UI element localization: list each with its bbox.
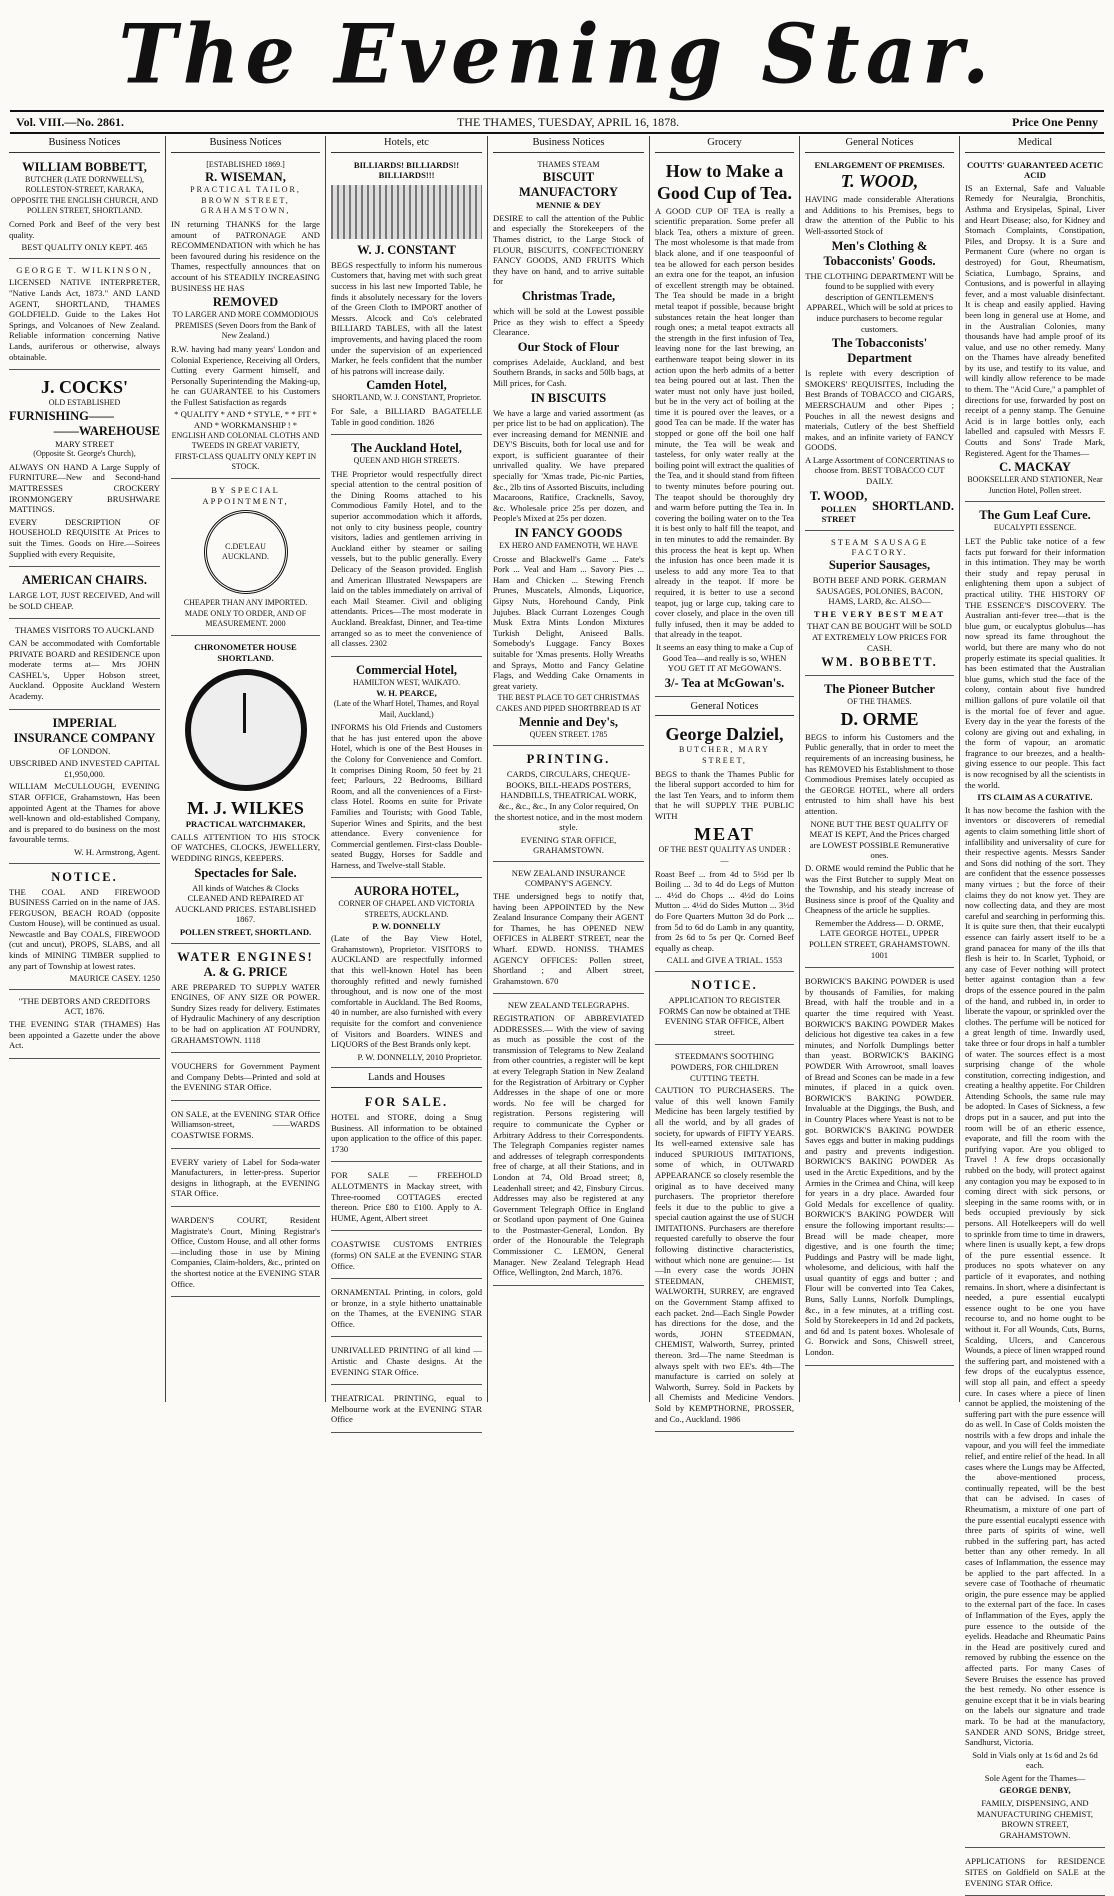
ad-coastwise — [331, 1234, 482, 1279]
ad-meat: MEAT — [694, 824, 755, 845]
ad-body: ORNAMENTAL Printing, in colors, gold or bronze, in a style hitherto unattainable on the Thames, at the EVENING STAR Office. — [331, 1287, 482, 1329]
ad-body: BORWICK'S BAKING POWDER is used by thousands of Families, for making Bread, with half the trouble and in a quarter the time required with Yeast. BORWICK'S BAKING POWDER Makes delicious hot digestive tea cakes in a few minutes, and Norfolk Dumplings better than yeast. BORWICK'S BAKING POWDER With Arrowroot, small loaves of Bread and Scones can be made in a few minutes, if placed in a quick oven. BORWICK'S BAKING POWDER. Invaluable at the Diggings, the Bush, and in Country Places where Yeast is not to be got. BORWICK'S BAKING POWDER Saves eggs and butter in making puddings and pastry and prevents indigestion. BORWICK'S BAKING POWDER As used in the Arctic Expeditions, and by the Armies in the Crimea and China, will keep for years in a dry place. Awarded four Gold Medals for excellence of quality. BORWICK'S BAKING POWDER Will ensure the following important results:—Bread will be made cheaper, more digestive, and is one fourth the time; Puddings and Pastry will be made light, wholesome, and delicious, with half the usual quantity of eggs and butter ; and Flour will be converted into Tea Cakes, Buns, Sally Lunns, Norfolk Dumplings, &c., in a few minutes, at a trifling cost. Sold by Storekeepers in 1d and 2d packets, and 6d and 1s patent boxes. Wholesale of G. Borwick and Sons, Chiswell street, London. — [805, 976, 954, 1358]
ad-steedman — [655, 1048, 794, 1432]
ad-billiards — [331, 157, 482, 436]
ad-wardens — [171, 1210, 320, 1297]
ad-body: LARGE LOT, JUST RECEIVED, And will be SOLD CHEAP. — [9, 590, 160, 611]
ad-body: FOR SALE — FREEHOLD ALLOTMENTS in Mackay street, with Three-roomed COTTAGES erected thereon. Price £80 to £100. Apply to A. HUME, Agent, Albert street — [331, 1170, 482, 1223]
ad-body: BEGS to thank the Thames Public for the liberal support accorded to him for the last Ten Years, and to inform them that he will SUPPLY THE PUBLIC WITH — [655, 768, 794, 821]
ad-title: Commercial Hotel, — [355, 662, 458, 677]
ad-title: COUTTS' GUARANTEED ACETIC ACID — [966, 159, 1104, 181]
ad-mennie-dey — [493, 157, 644, 747]
ad-body: COASTWISE CUSTOMS ENTRIES (forms) ON SALE at the EVENING STAR Office. — [331, 1239, 482, 1271]
ad-town: SHORTLAND. — [872, 499, 954, 514]
column-head: Hotels, etc — [331, 136, 482, 153]
place-date: THE THAMES, TUESDAY, APRIL 16, 1878. — [456, 114, 680, 129]
ad-sub: A. & G. PRICE — [203, 964, 288, 979]
ad-title: NEW ZEALAND INSURANCE COMPANY'S AGENCY. — [511, 867, 626, 889]
ad-bobbett-sausage — [805, 534, 954, 676]
column-1 — [4, 136, 166, 1402]
ad-xmas: Christmas Trade, — [521, 288, 616, 303]
ad-body: A GOOD CUP OF TEA is really a scientific preparation. Some prefer all black Tea, others a mixture of green. The most wholesome is that made from black alone, and if one teaspoonful of tea be allowed for each person besides an extra one for the teapot, an infusion of excellent strength may be obtained. The Tea should be made in a bright metal teapot if possible, because bright substances retain the heat longer than rough ones; a metal teapot extracts all the strength in the first infusion of Tea, leaving none for the last brewing, an earthenware teapot being slower in its action upon the herb admits of a better tea being poured out at last. Then the water must not only have just boiled, but be in the very act of boiling at the time it is poured over the leaves, or a good Tea can be made. If the water has stopped or gone off the boil one half minute, the Tea will be weak and tasteless, for only water really at the boiling point will extract the qualities of the Tea, and it should stand from fifteen to twenty minutes before pouring out. The teapot should be thoroughly dry and warm before putting the Tea in. In covering the boiling water on to the Tea it is best only to half fill the teapot, and in ten minutes to add the remainder. By this process the heat is kept up. When the infusion has once been made it is useless to add any more Tea to that already in the teapot. If more be required, it is better to use a second teapot, jug or large cup, taking care to cover closely, and place in the oven till fully infused, then it may be added to that already in the teapot. — [655, 205, 794, 640]
ad-sign: P. W. DONNELLY, 2010 Proprietor. — [357, 1051, 482, 1062]
column-6 — [800, 136, 960, 1402]
ad-aurora-hotel — [331, 881, 482, 1068]
ad-foot: MADE ONLY TO ORDER, AND OF MEASUREMENT. 2000 — [184, 608, 307, 629]
newspaper-title: The Evening Star. — [118, 6, 996, 102]
ad-foot: For Sale, a BILLIARD BAGATELLE Table in good condition. 1826 — [331, 405, 482, 427]
ad-name: P. W. DONNELLY — [372, 920, 441, 931]
ad-thames-visitors — [9, 622, 160, 709]
masthead — [0, 0, 1114, 108]
ad-established: [ESTABLISHED 1869.] — [206, 159, 285, 169]
ad-nz-insurance — [493, 865, 644, 995]
ad-name: D. ORME — [840, 708, 919, 729]
ad-foot: BEST QUALITY ONLY KEPT. 465 — [21, 242, 148, 253]
column-head: Grocery — [655, 136, 794, 153]
ad-price-water-engines — [171, 947, 320, 1054]
ad-orme — [805, 679, 954, 968]
ad-sub: OF THE THAMES. — [847, 697, 912, 707]
column-head: Business Notices — [171, 136, 320, 153]
ad-body: D. ORME would remind the Public that he was the First Butcher to supply Meat on the Township, and his steady increase of Business since is proof of the Quality and Cheapness of the article he supplies. — [805, 862, 954, 916]
ad-title: NOTICE. — [691, 978, 758, 992]
ad-best: THE BEST PLACE TO GET CHRISTMAS CAKES AND PIPED SHORTBREAD IS AT — [496, 693, 641, 713]
clock-icon — [185, 669, 307, 791]
ad-name: C. MACKAY — [999, 460, 1071, 475]
ad-coutts — [965, 157, 1105, 503]
ad-body: THE Proprietor would respectfully direct special attention to the central position of the Dining Rooms attached to his Commodious Family Hotel, and to the superior accommodation which it affords, not only to city business people, country visitors, ladies and gentlemen arriving in Auckland either by steamer or sailing vessels, but to the public generally. Every Delicacy of the Season provided. English and American Illustrated Newspapers are laid on the tables immediately on arrival of each Mail Steamer. Civil and obliging attendants. Prices—The most moderate in Auckland. Breakfast, Dinner, and Tea-time arranged so as to meet the convenience of all classes. 2302 — [331, 468, 482, 649]
ad-body: APPLICATIONS for RESIDENCE SITES on Goldfield on SALE at the EVENING STAR Office. — [965, 1856, 1105, 1888]
ad-body: LICENSED NATIVE INTERPRETER, "Native Lands Act, 1873." AND LAND AGENT, SHORTLAND, THAMES GOLDFIELD. Guide to the Lakes Hot Springs, and Volcanoes of New Zealand. Reliable information concerning Native Lands, auriferous or otherwise, always obtainable. — [9, 277, 160, 362]
ad-queen: QUEEN STREET. 1785 — [529, 729, 608, 739]
ad-heading: ——WAREHOUSE — [53, 423, 160, 438]
ad-agent: Sole Agent for the Thames— — [984, 1772, 1086, 1783]
ad-title: R. WISEMAN, — [205, 170, 286, 185]
ad-title: "THE DEBTORS AND CREDITORS ACT, 1876. — [18, 995, 151, 1017]
ad-place: OF LONDON. — [58, 745, 111, 756]
ad-bobbett — [9, 157, 160, 259]
volume-number: Vol. VIII.—No. 2861. — [16, 114, 125, 129]
ad-title: BISCUIT MANUFACTORY — [518, 170, 619, 200]
ad-applications — [965, 1851, 1105, 1896]
column-5 — [650, 136, 800, 1424]
ad-street: POLLEN STREET — [820, 503, 857, 525]
ad-body: CARDS, CIRCULARS, CHEQUE-BOOKS, BILL-HEADS POSTERS, HANDBILLS, THEATRICAL WORK, &c., &c., &c., In any Color required, On the shortest notice, and in the most modern style. — [494, 769, 643, 833]
ad-sub: BUTCHER, MARY STREET, — [679, 745, 770, 765]
ad-name-sub: BOOKSELLER AND STATIONER, Near Junction Hotel, Pollen street. — [967, 475, 1103, 495]
ad-sign: MAURICE CASEY. 1250 — [69, 973, 160, 984]
ad-title: IMPERIAL — [52, 715, 117, 730]
ad-body: DESIRE to call the attention of the Public and especially the Storekeepers of the Thames district, to the Large Stock of FLOUR, BISCUITS, CONFECTIONERY FANCY GOODS, AND FRUITS Which they have on hand, and to arrive suitable for — [493, 212, 644, 287]
ad-sub: Superior Sausages, — [828, 558, 931, 573]
column-3 — [326, 136, 488, 1425]
ad-price: 3/- Tea at McGowan's. — [664, 675, 785, 690]
ad-t-wood — [805, 157, 954, 531]
ad-sub: OLD ESTABLISHED — [48, 398, 121, 408]
ad-street: MARY STREET — [55, 438, 114, 449]
ad-call: CALL and GIVE A TRIAL. 1553 — [666, 955, 783, 966]
ad-meat-list: Roast Beef ... from 4d to 5½d per lb Boiling ... 3d to 4d do Legs of Mutton ... 4½d do Chops ... 4½d do Loins Mutton ... 4½d do Sides Mutton ... 3½d do Fore Quarters Mutton 3d do Pork ... from 5d to 6d do Lamb in any quantity, from 2s 6d to 5s per Qr. Corned Beef equally as cheap. — [655, 868, 794, 953]
ad-name-sub: (Late of the Wharf Hotel, Thames, and Royal Mail, Auckland,) — [333, 698, 480, 719]
ad-body: UNRIVALLED PRINTING of all kind —Artistic and Chaste designs. At the EVENING STAR Office. — [331, 1345, 482, 1377]
column-head: General Notices — [805, 136, 954, 153]
ad-camden-sub: SHORTLAND, W. J. CONSTANT, Proprietor. — [331, 393, 482, 403]
ad-flour: Our Stock of Flour — [517, 339, 620, 354]
ad-body: comprises Adelaide, Auckland, and best Southern Brands, in sacks and 50lb bags, at Mill prices, for Cash. — [493, 356, 644, 388]
ad-sign: W. H. Armstrong, Agent. — [74, 846, 160, 857]
ad-unrivalled — [331, 1340, 482, 1385]
ad-title: The Gum Leaf Cure. — [979, 508, 1091, 523]
ad-body: It has now become the fashion with the inventors or discoverers of remedial agents to claim something little short of infallibility and universality of cure for their respective agents. Messrs Sander and Sons did nothing of the sort. They are confident that the essence possesses many virtues ; but the force of their claims they do not know yet. They are now collecting data, and they are most careful and searching in performing this. It is quite sure then, that their eucalypti essence can fairly assert itself to be a grand panacea for many of the ills that flesh is heir to. In Scarlet, Typhoid, or any case of Fever nothing will protect better against contagion than a few drops of the essence poured in the palm of the hand, and rubbed in, in order to liberate the vapour, or sprinkled over the clothes. The perfume will be noticed for a great length of time. Inwardly used, take three or four drops in half a tumbler of water. The sources effect is a most surprising change of the whole constitution, correcting indigestion, and creating a healthy appetite. For Children Attending Schools, the same rule may be adopted. In Cases of Sickness, a few drops put in a saucer, and put into the room will be of an etheric essence, evaporate, and fill the room with the purifying vapor. Are you obliged to Travel ! A few drops occasionally rubbed on the body, will protect against any contagion you may be exposed to in coming direct with sick persons, or sleeping in the same rooms with, or in beds occupied previously by sick persons. All Hotelkeepers will do well to sprinkle from time to time in drawers, where linen is usually kept, a few drops of the pure essential essence. It produces no spots whatever on any particle of it evaporates, and nothing remains. In short, where a disinfectant is needed, a pure essential eucalypti essence ought to be one you have recourse to, and no home ought to be without it. For all Wounds, Cuts, Burns, Scalding, Ulcers, and Cancerous Wounds, a piece of linen wrapped round the suffering part, and moistened with a few drops of the eucalyptus essence, will stop all pain, and effect a speedy cure. In cases where a piece of linen cannot be applied, the moistening of the suffering part with the pure essence will do as well. In Case of Colds moisten the nostrils with a few drops and inhale the vapour, and you will feel the immediate relief, and entire relief of the head. In all cases where the Lungs may be Affected, the above-mentioned process, continually repeated, will be the best that can be advised. In cases of Rheumatism, a mixture of one part of the pure essential eucalypti essence with three parts of spirits of wine, well rubbed in the suffering part, has acted better than any other remedy. In all cases of Inflammation, the essence may be applied to the part affected. In a severe case of Toothache of rheumatic origin, the pure essence may be applied to the external part of the face. In cases of Inflammation of the Eyes, apply the pure essence to the outside of the eyelids. Headache and Rheumatic Pains in the Head are positively cured and removed by rubbing the essence on the affected parts. For many Cases of Severe Bruises the essence has proved the best remedy. No other essence is genuine except that it be in vials bearing on the labels our signature and trade mark. To be had at the manufactory, SANDER AND SONS, Bridge street, Sandhurst, Victoria. — [965, 804, 1105, 1748]
ad-borwick — [805, 971, 954, 1365]
ad-quality: * QUALITY * AND * STYLE, * * FIT * AND * WORKMANSHIP ! * — [174, 409, 317, 431]
ad-body: R.W. having had many years' London and Colonial Experience, Receiving all Orders, Cutting every Garment himself, and Personally Superintending the Making-up, he can GUARANTEE to his Customers the Fullest Satisfaction as regards — [171, 343, 320, 407]
ad-sub: W. J. CONSTANT — [357, 242, 456, 257]
section-head: Lands and Houses — [331, 1071, 482, 1088]
ad-title: AMERICAN CHAIRS. — [21, 573, 147, 588]
ad-title: The Auckland Hotel, — [351, 441, 462, 456]
ad-foot: EVERY DESCRIPTION OF HOUSEHOLD REQUISITE At Prices to suit the Times. Goods on Hire.—Soirees Supplied with every Requisite, — [9, 516, 160, 559]
ad-sold: Sold in Vials only at 1s 6d and 2s 6d each. — [972, 1749, 1098, 1771]
ad-sub: MENNIE & DEY — [536, 200, 601, 211]
ad-body: IN returning THANKS for the large amount of PATRONAGE AND RECOMMENDATION with which he has been favoured during his residence on the Thames, respectfully announces that on account of his STEADILY INCREASING BUSINESS HE HAS — [171, 218, 320, 293]
ad-name-sub: FAMILY, DISPENSING, AND MANUFACTURING CHEMIST, BROWN STREET, GRAHAMSTOWN. — [976, 1798, 1094, 1840]
dateline — [10, 110, 1104, 134]
ad-title: The Pioneer Butcher — [824, 682, 935, 697]
ad-debtors — [9, 993, 160, 1059]
ad-chrono: CHRONOMETER HOUSE SHORTLAND. — [194, 642, 297, 663]
ad-sub: CORNER OF CHAPEL AND VICTORIA STREETS, AUCKLAND. — [338, 899, 475, 920]
ad-sign: WM. BOBBETT. — [821, 655, 938, 670]
ad-sub: QUEEN AND HIGH STREETS. — [353, 456, 460, 466]
column-7 — [960, 136, 1110, 1888]
ad-body: Is replete with every description of SMOKERS' REQUISITES, Including the Best Brands of TOBACCO and CIGARS, MEERSCHAUM and other Pipes ; Pouches in all the newest designs and materials, Cutlery of the best Sheffield makes, and an infinite variety of FANCY GOODS. — [805, 368, 954, 453]
price: Price One Penny — [1012, 114, 1098, 129]
ad-body: EVERY variety of Label for Soda-water Manufacturers, in letter-press. Superior designs in lithograph, at the EVENING STAR Office. — [171, 1156, 320, 1199]
ad-wilkinson — [9, 262, 160, 370]
ad-body: CAN be accommodated with Comfortable PRIVATE BOARD and RESIDENCE upon moderate terms at— Mrs JOHN CASHEL's, Upper Hobson street, Auckland. Opposite Auckland Western Academy. — [9, 638, 160, 701]
ad-body: WARDEN'S COURT, Resident Magistrate's Court, Mining Registrar's Office, Custom House, and all other forms—including those in use by Mining Companies, Claim-holders, &c., printed on the shortest notice at the EVENING STAR Office. — [171, 1215, 320, 1289]
ad-title: M. J. WILKES — [187, 798, 304, 819]
ad-title: AURORA HOTEL, — [354, 884, 459, 899]
ad-american-chairs — [9, 570, 160, 619]
ad-notice-coal — [9, 867, 160, 990]
ad-title: PRINTING. — [526, 752, 611, 767]
ad-removed-sub: TO LARGER AND MORE COMMODIOUS PREMISES (Seven Doors from the Bank of New Zealand.) — [172, 310, 319, 341]
ad-printing — [493, 749, 644, 862]
ad-side-text: CHEAPER THAN ANY IMPORTED. — [183, 598, 308, 608]
ad-body: A Large Assortment of CONCERTINAS to choose from. BEST TOBACCO CUT DAILY. — [805, 454, 954, 487]
ad-body: THE EVENING STAR (THAMES) Has been appointed a Gazette under the above Act. — [9, 1019, 160, 1051]
ad-body: HOTEL and STORE, doing a Snug Business. All information to be obtained upon application to the office of this paper. 1730 — [331, 1111, 482, 1154]
ad-auckland-hotel — [331, 438, 482, 657]
ad-firstclass: FIRST-CLASS QUALITY ONLY KEPT IN STOCK. — [174, 451, 317, 472]
column-head: Business Notices — [9, 136, 160, 153]
ad-camden: Camden Hotel, — [366, 378, 447, 393]
ad-title: WILLIAM BOBBETT, — [22, 159, 147, 174]
ad-body: LET the Public take notice of a few facts put forward for their information in this intimation. They may be worth their study and repay perusal in enlightening them upon a subject of practical utility. THE HISTORY OF THE ESSENCE'S DISCOVERY. The Australian anti-fever tree—that is the blue gum, or eucalyptus globulus—has now spread its fame throughout the world, but there are many who do not properly estimate its special qualities. It has been estimated that the Australian blue gums, which stud the face of the colony, contain about five hundred million gallons of pure volatile oil that is the mortal foe of fever and ague. Every day in the year the forests of the colony are giving out and exhaling, in the form of vapour, an aromatic fragrance to our breezes, and a health-giving essence to our people. This fact is now recognised by all the scientists in the world. — [965, 536, 1105, 790]
ad-notice-forms — [655, 975, 794, 1045]
ad-body: which will be sold at the Lowest possible Price as they wish to effect a Speedy Clearance. — [493, 305, 644, 338]
ad-tea — [655, 157, 794, 697]
ad-body: Corned Pork and Beef of the very best quality. — [9, 218, 160, 240]
ad-tobacco: The Tobacconists' Department — [831, 336, 928, 366]
ad-sub: HAMILTON WEST, WAIKATO. — [353, 677, 460, 687]
ad-sub: PRACTICAL WATCHMAKER, — [185, 819, 306, 830]
ad-title: T. WOOD, — [840, 171, 919, 192]
column-head: Business Notices — [493, 136, 644, 153]
ad-address: Remember the Address— D. ORME, LATE GEORGE HOTEL, UPPER POLLEN STREET, GRAHAMSTOWN. 1001 — [809, 917, 950, 960]
ad-ornamental — [331, 1282, 482, 1337]
ad-body: We have a large and varied assortment (as per price list to be had on application). The ever increasing demand for MENNIE and DEY'S Biscuits, both for local use and for export, is sufficient guarantee of their unrivalled quality. We have prepared specially for 'Xmas trade, Pic-nic Parties, &c., 2lb tins of Assorted Biscuits, including Macaroons, Ratifice, Cracknells, Savoy, &c. Wholesale price 25s per dozen, and People's Mixed at 25s per dozen. — [493, 407, 644, 524]
ad-claim: ITS CLAIM AS A CURATIVE. — [977, 792, 1093, 803]
ad-vouchers — [171, 1056, 320, 1101]
ad-nz-telegraphs — [493, 997, 644, 1285]
ad-title: BILLIARDS! BILLIARDS!! BILLIARDS!!! — [353, 159, 460, 181]
ad-body: WILLIAM McCULLOUGH, EVENING STAR OFFICE, Grahamstown, Has been appointed Agent at the Thames for above well-known and old-established Company, and is prepared to do business on the most favourable terms. — [9, 781, 160, 845]
ad-theatrical — [331, 1388, 482, 1433]
ad-mens: Men's Clothing & Tobacconists' Goods. — [823, 238, 936, 268]
ad-biscuits: IN BISCUITS — [530, 390, 607, 405]
ad-sub: BUTCHER (LATE DORNWELL'S), ROLLESTON-STREET, KARAKA, OPPOSITE THE ENGLISH CHURCH, AND POLLEN STREET, SHORTLAND. — [10, 174, 159, 216]
billiard-table-illustration — [331, 185, 482, 239]
columns — [4, 136, 1110, 1888]
ad-body: ALWAYS ON HAND A Large Supply of FURNITURE—New and Second-hand MATTRESSES CROCKERY IRONMONGERY BRUSHWARE MATTINGS. — [9, 461, 160, 515]
ad-labels — [171, 1152, 320, 1207]
ad-gum-leaf — [965, 505, 1105, 1848]
ad-body: IS an External, Safe and Valuable Remedy for Neuralgia, Bronchitis, Asthma and Erysipelas, Spinal, Liver and Heart Disease; also, for Kidney and Stomach Complaints, Constipation, Piles, and Dropsy. It is a Sure and Permanent Cure (where no organ is destroyed) for Gout, Rheumatism, Sciatica, Lumbago, Sprains, and Contusions, and is powerful in allaying fever, and a most valuable disinfectant. It is cheap and easily applied. Having been long in general use at Home, and in the Australian Colonies, many thousands have had ample proof of its value, and use no other remedy. Many on the Thames have already benefited by its use, and testify to its value, and will kindly allow reference to be made to them. The "Acid Cure," a pamphlet of directions for use, forwarded by post on receipt of a penny stamp. The Genuine Acid is in large bottles only, each labelled and capsuled with Messrs F. Coutts and Sons' Trade Mark, Registered. Agent for the Thames— — [965, 182, 1105, 458]
ad-title: STEEDMAN'S SOOTHING POWDERS, FOR CHILDREN CUTTING TEETH. — [670, 1051, 779, 1083]
ad-title: BY SPECIAL APPOINTMENT, — [202, 485, 289, 506]
ad-heading: FURNISHING—— — [9, 408, 114, 423]
ad-freehold — [331, 1165, 482, 1231]
seal-stamp: C.DE'LEAU AUCKLAND. — [204, 510, 288, 594]
ad-spectacles: Spectacles for Sale. — [194, 865, 297, 880]
ad-sub: INSURANCE COMPANY — [13, 730, 156, 745]
ad-name: GEORGE DENBY, — [999, 1785, 1071, 1796]
ad-body: NONE BUT THE BEST QUALITY OF MEAT IS KEPT, And the Prices charged are LOWEST POSSIBLE Remunerative ones. — [809, 818, 950, 861]
ad-fancy: IN FANCY GOODS — [514, 526, 623, 541]
ad-wiseman — [171, 157, 320, 479]
ad-title: THAMES VISITORS TO AUCKLAND — [14, 625, 155, 636]
ad-opposite: (Opposite St. George's Church), — [33, 449, 136, 459]
ad-for-sale — [331, 1092, 482, 1162]
ad-mennie2: Mennie and Dey's, — [519, 714, 618, 729]
ad-title: J. COCKS' — [40, 377, 128, 398]
ad-body: BEGS to inform his Customers and the Public generally, that in order to meet the requirements of an increasing business, he has REMOVED his Establishment to those Commodious Premises lately occupied as the GEORGE HOTEL, where all orders entrusted to him shall have his best attention. — [805, 731, 954, 816]
ad-title: How to Make a Good Cup of Tea. — [656, 160, 793, 203]
ad-title: NOTICE. — [51, 869, 118, 884]
ad-body: All kinds of Watches & Clocks CLEANED AND REPAIRED AT AUCKLAND PRICES. ESTABLISHED 1867. — [175, 882, 316, 925]
ad-foot: It seems an easy thing to make a Cup of Good Tea—and really is so, WHEN YOU GET IT AT McGOWAN'S. — [655, 641, 794, 674]
ad-wilkes — [171, 639, 320, 944]
column-head: Medical — [965, 136, 1105, 153]
ad-pre: ENLARGEMENT OF PREMISES. — [814, 159, 945, 170]
ad-deleau — [171, 482, 320, 636]
ad-cloths: ENGLISH AND COLONIAL CLOTHS AND TWEEDS IN GREAT VARIETY, — [171, 430, 320, 451]
ad-body: VOUCHERS for Government Payment and Company Debts—Printed and sold at the EVENING STAR Office. — [171, 1061, 320, 1093]
ad-best-meat: THE VERY BEST MEAT — [813, 608, 946, 619]
ad-body: UBSCRIBED AND INVESTED CAPITAL £1,950,000. — [9, 758, 160, 779]
ad-office: EVENING STAR OFFICE, GRAHAMSTOWN. — [520, 834, 617, 856]
ad-pre: THAMES STEAM — [537, 159, 600, 169]
ad-removed: REMOVED — [212, 295, 279, 310]
ad-title: STEAM SAUSAGE FACTORY. — [831, 536, 928, 558]
ad-body: INFORMS his Old Friends and Customers that he has just entered upon the above Hotel, which is one of the Best Houses in the Colony for Convenience and Comfort. It comprises Dining Room, 50 feet by 21 feet; Parlours, 22 Bedrooms, Billiard Room, and all the conveniences of a First-class Hotel. Rooms en suite for Private Families and Tourists; with Good Table, Superior Wines and Spirits, and the best attendance. Every convenience for Commercial gentlemen. First-class Double-seated Buggy, Horses for Saddle and Harness, and Twelve-stall Stable. — [331, 722, 482, 870]
ad-fancy-sub: EX HERO AND FAMENOTH, WE HAVE — [499, 541, 638, 551]
ad-body: ON SALE, at the EVENING STAR Office Williamson-street, ——WARDS COASTWISE FORMS. — [171, 1108, 320, 1141]
ad-address-left — [805, 489, 872, 525]
ad-body: THAT CAN BE BOUGHT Will be SOLD AT EXTREMELY LOW PRICES FOR CASH. — [807, 621, 952, 653]
ad-body: HAVING made considerable Alterations and Additions to his Premises, begs to draw the attention of the Public to his Well-assorted Stock of — [805, 194, 954, 236]
ad-body: THEATRICAL PRINTING, equal to Melbourne work at the EVENING STAR Office — [331, 1393, 482, 1425]
ad-sub: PRACTICAL TAILOR, BROWN STREET, GRAHAMSTOWN, — [190, 185, 301, 216]
ad-title: George Dalziel, — [665, 724, 784, 745]
ad-body: CAUTION TO PURCHASERS. The value of this well known Family Medicine has been largely testified by all the world, and by all grades of society, for upwards of FIFTY YEARS. Its well-earned extensive sale has induced SPURIOUS IMITATIONS, some of which, in OUTWARD APPEARANCE so closely resemble the original as to have deceived many purchasers. The proprietor therefore feels it due to the public to give a special caution against the use of SUCH IMITATIONS. Purchasers are therefore requested carefully to observe the four following distinctive characteristics, without which none are genuine:— 1st—In every case the words JOHN STEEDMAN, CHEMIST, WALWORTH, SURREY, are engraved on the Government Stamp affixed to each packet. 2nd—Each Single Powder has directions for the dose, and the words, JOHN STEEDMAN, CHEMIST, Walworth, Surrey, printed thereon. 3rd—The name Steedman is always spelt with two EE's. 4th—The manufacture is carried on solely at Walworth, Surrey. Sold in Packets by all Chemists and Medicine Vendors. Sold by KEMPTHORNE, PROSSER, and Co., Auckland. 1986 — [655, 1085, 794, 1424]
ad-address — [805, 489, 954, 525]
ad-body: BEGS respectfully to inform his numerous Customers that, having met with such great success in his last new Imported Table, he finds it absolutely necessary for the lovers of the Green Cloth to IMPORT another of Messrs. Alcock and Co's celebrated BILLIARD TABLES, with all the latest improvements, and having placed the room under the supervision of an experienced Marker, he feels confident that the number of his patrons will increase daily. — [331, 259, 482, 376]
ad-meat-sub: OF THE BEST QUALITY AS UNDER :— — [658, 845, 791, 866]
ad-body: THE CLOTHING DEPARTMENT Will be found to be supplied with every description of GENTLEMEN'S APPAREL, Which will be sold at prices to induce purchasers to become regular customers. — [805, 270, 954, 334]
ad-commercial-hotel — [331, 660, 482, 879]
ad-body: CALLS ATTENTION TO HIS STOCK OF WATCHES, CLOCKS, JEWELLERY, WEDDING RINGS, KEEPERS. — [171, 831, 320, 863]
ad-title: FOR SALE. — [364, 1094, 449, 1109]
ad-cocks — [9, 373, 160, 567]
ad-dalziel — [655, 720, 794, 972]
column-2 — [166, 136, 326, 1402]
ad-body: THE undersigned begs to notify that, having been APPOINTED by the New Zealand Insurance Company their AGENT for Thames, he has OPENED NEW OFFICES in ALBERT STREET, near the Wharf. EDWD. HONISS. THAMES AGENCY OFFICES: Pollen street, Shortland ; and Albert street, Grahamstown. 670 — [493, 891, 644, 986]
ad-title: NEW ZEALAND TELEGRAPHS. — [507, 1000, 630, 1011]
ad-body: Crosse and Blackwell's Game ... Fate's Pork ... Veal and Ham ... Savory Pies ... Ham and Chicken ... Stewing French Prunes, Muscatels, Almonds, Liquorice, Gipsy Nuts, Horehound Candy, Pink Jujubes. Black Currant Lozenges Cough Musk Extra Mints London Mixtures Turkish Delight, Aniseed Balls. Somebody's Luggage. Fancy Boxes suitable for 'Xmas presents. Holly Wreaths and Sprays, Motto and Fancy Gelatine Flags, and Wedding Cake Ornaments in great variety. — [493, 553, 644, 691]
section-head: General Notices — [655, 700, 794, 717]
ad-name: T. WOOD, — [809, 488, 868, 503]
ad-body: REGISTRATION OF ABBREVIATED ADDRESSES.— With the view of saving as much as possible the cost of the transmission of Telegrams to New Zealand from other countries, a register will be kept at every Telegraph Station in New Zealand for the Registration of Arbitrary or Cypher Addresses in the shape of one or more words. No fee will be charged for registration. Persons registering will require to communicate the Cypher or Arbitrary Address to their Correspondents. The Telegraph Companies register names and addresses of telegraph correspondents free of charge, at all their Stations, and in London at 74, Old Broad street; 8, Leadenhall street; and 42, Finsbury Circus. Addresses may also be registered at any Government Telegraph Office in England or Scotland upon payment of One Guinea to the Postmaster-General, London. By order of the Honourable the Telegraph Commissioner C. LEMON, General Manager. New Zealand Telegraph Head Office, Wellington, 2nd March, 1876. — [493, 1013, 644, 1278]
ad-onsale — [171, 1104, 320, 1149]
ad-body: ARE PREPARED TO SUPPLY WATER ENGINES, OF ANY SIZE OR POWER. Sundry Sizes ready for delivery. Estimates of Hydraulic Machinery of any description to be had on application AT FOUNDRY, GRAHAMSTOWN. 1118 — [171, 981, 320, 1045]
ad-title: WATER ENGINES! — [177, 949, 314, 964]
column-4 — [488, 136, 650, 1402]
ad-sub: EUCALYPTI ESSENCE. — [993, 523, 1077, 533]
ad-imperial-insurance — [9, 713, 160, 864]
ad-pollen: POLLEN STREET, SHORTLAND. — [179, 926, 312, 937]
ad-body: APPLICATION TO REGISTER FORMS Can now be obtained at THE EVENING STAR OFFICE, Albert street. — [658, 995, 791, 1037]
ad-body: (Late of the Bay View Hotel, Grahamstown), Proprietor. VISITORS to AUCKLAND are respectfully informed that this well-known Hotel has been thoroughly refitted and newly furnished throughout, and is now one of the most comfortable in Auckland. The Bed Rooms, 40 in number, are also furnished with every requisite for the comfort and convenience of Visitors and Boarders. WINES and LIQUORS of the Best Brands only kept. — [331, 933, 482, 1050]
ad-name: W. H. PEARCE, — [376, 688, 437, 699]
ad-title: GEORGE T. WILKINSON, — [16, 264, 153, 275]
ad-body: THE COAL AND FIREWOOD BUSINESS Carried on in the name of JAS. FERGUSON, BEACH ROAD (opposite Custom House), will be continued as usual. Newcastle and Bay COALS, FIREWOOD (cut and uncut), PROPS, SLABS, and all kinds of MINING TIMBER supplied to any part of Township at lowest rates. — [9, 886, 160, 971]
ad-body: BOTH BEEF AND PORK. GERMAN SAUSAGES, POLONIES, BACON, HAMS, LARD, &c. ALSO— — [812, 575, 947, 607]
